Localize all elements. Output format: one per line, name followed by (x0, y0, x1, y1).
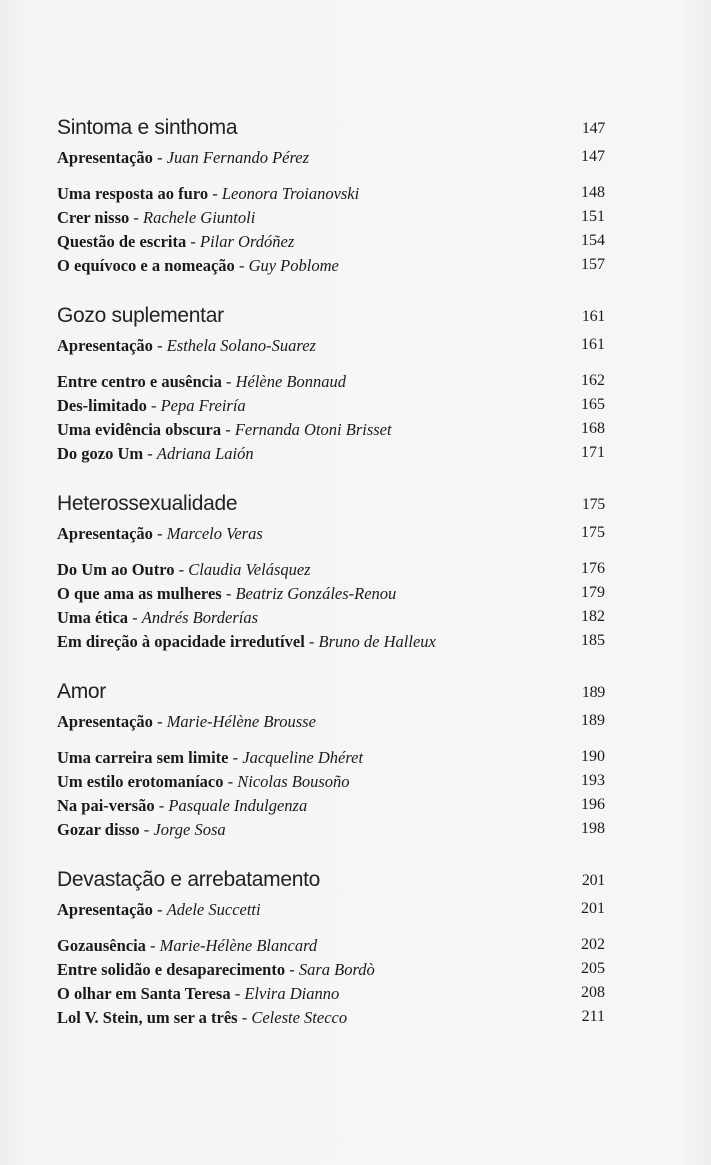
entry-author: Claudia Velásquez (188, 560, 311, 579)
entry-text: Apresentação - Juan Fernando Pérez (57, 148, 310, 167)
section-title: Sintoma e sinthoma (57, 116, 238, 139)
entry-title: Uma evidência obscura (57, 420, 222, 439)
entry-page-number: 182 (581, 608, 605, 625)
entry-title: Apresentação (57, 524, 153, 543)
entry-page-number: 189 (581, 712, 605, 729)
entry-title: Em direção à opacidade irredutível (57, 632, 305, 651)
entry-page-number: 154 (581, 232, 605, 249)
entry-author: Celeste Stecco (251, 1008, 348, 1027)
entry-author: Pasquale Indulgenza (168, 796, 308, 815)
toc-entry (55, 1006, 605, 1030)
entry-author: Leonora Troianovski (221, 184, 360, 203)
entry-title: Apresentação (57, 712, 153, 731)
toc-entry (55, 370, 605, 394)
section-page-number: 147 (581, 120, 605, 137)
section-heading (55, 300, 605, 334)
entry-page-number: 148 (581, 184, 605, 201)
entry-text: Apresentação - Marcelo Veras (57, 524, 263, 543)
entry-author: Marcelo Veras (166, 524, 263, 543)
entry-author: Marie-Hélène Blancard (159, 936, 318, 955)
entry-page-number: 205 (581, 960, 605, 977)
toc-entry (55, 254, 605, 278)
entry-text: Um estilo erotomaníaco - Nicolas Bousoño (57, 772, 350, 791)
entry-page-number: 196 (581, 796, 605, 813)
entry-text: Gozar disso - Jorge Sosa (57, 820, 226, 839)
entry-author: Pepa Freiría (160, 396, 246, 415)
entry-page-number: 161 (581, 336, 605, 353)
toc-entry (55, 982, 605, 1006)
toc-section (55, 864, 605, 1030)
entry-page-number: 147 (581, 148, 605, 165)
entry-text: O olhar em Santa Teresa - Elvira Dianno (57, 984, 340, 1003)
table-of-contents (55, 112, 605, 1052)
entry-author: Jacqueline Dhéret (242, 748, 364, 767)
toc-entry (55, 794, 605, 818)
entry-title: Des-limitado (57, 396, 147, 415)
toc-entry-presentation (55, 522, 605, 546)
entry-page-number: 151 (581, 208, 605, 225)
toc-entry (55, 746, 605, 770)
entry-author: Rachele Giuntoli (143, 208, 256, 227)
toc-entry (55, 770, 605, 794)
entry-page-number: 162 (581, 372, 605, 389)
entry-text: Questão de escrita - Pilar Ordóñez (57, 232, 295, 251)
entry-text: Apresentação - Adele Succetti (57, 900, 261, 919)
entry-title: Gozausência (57, 936, 146, 955)
section-heading (55, 676, 605, 710)
entry-author: Pilar Ordóñez (199, 232, 295, 251)
entry-text: Entre solidão e desaparecimento - Sara Bordò (57, 960, 375, 979)
toc-entry (55, 582, 605, 606)
toc-entry (55, 442, 605, 466)
entry-text: O que ama as mulheres - Beatriz Gonzáles-Renou (57, 584, 397, 603)
entry-page-number: 202 (581, 936, 605, 953)
toc-entry (55, 606, 605, 630)
entry-text: Gozausência - Marie-Hélène Blancard (57, 936, 318, 955)
entry-title: O olhar em Santa Teresa (57, 984, 231, 1003)
entry-text: Des-limitado - Pepa Freiría (57, 396, 246, 415)
entry-author: Beatriz Gonzáles-Renou (235, 584, 397, 603)
entry-author: Sara Bordò (298, 960, 375, 979)
entry-page-number: 171 (581, 444, 605, 461)
toc-entry-presentation (55, 710, 605, 734)
toc-entry (55, 818, 605, 842)
entry-text: Uma evidência obscura - Fernanda Otoni Brisset (57, 420, 392, 439)
entry-page-number: 198 (581, 820, 605, 837)
toc-entry (55, 958, 605, 982)
entry-text: Uma carreira sem limite - Jacqueline Dhéret (57, 748, 364, 767)
entry-title: Entre solidão e desaparecimento (57, 960, 286, 979)
entry-page-number: 176 (581, 560, 605, 577)
entry-author: Adele Succetti (166, 900, 261, 919)
entry-author: Esthela Solano-Suarez (166, 336, 316, 355)
entry-page-number: 193 (581, 772, 605, 789)
toc-section (55, 676, 605, 842)
entry-title: O que ama as mulheres (57, 584, 222, 603)
toc-entry (55, 630, 605, 654)
entry-page-number: 201 (581, 900, 605, 917)
entry-title: Uma resposta ao furo (57, 184, 209, 203)
entry-title: Questão de escrita (57, 232, 187, 251)
entry-text: Entre centro e ausência - Hélène Bonnaud (57, 372, 347, 391)
entry-text: Do gozo Um - Adriana Laión (57, 444, 254, 463)
entry-title: Entre centro e ausência (57, 372, 222, 391)
entry-page-number: 179 (581, 584, 605, 601)
entry-page-number: 175 (581, 524, 605, 541)
toc-entry (55, 230, 605, 254)
entry-author: Fernanda Otoni Brisset (234, 420, 392, 439)
entry-page-number: 157 (581, 256, 605, 273)
section-page-number: 201 (581, 872, 605, 889)
entry-author: Elvira Dianno (244, 984, 340, 1003)
toc-entry (55, 182, 605, 206)
entry-title: O equívoco e a nomeação (57, 256, 235, 275)
entry-text: Uma ética - Andrés Borderías (57, 608, 259, 627)
toc-entry (55, 206, 605, 230)
entry-title: Apresentação (57, 900, 153, 919)
entry-title: Uma ética (57, 608, 129, 627)
entry-title: Apresentação (57, 336, 153, 355)
toc-section (55, 112, 605, 278)
entry-text: Em direção à opacidade irredutível - Bruno de Halleux (57, 632, 436, 651)
toc-entry-presentation (55, 334, 605, 358)
entry-author: Marie-Hélène Brousse (166, 712, 316, 731)
toc-section (55, 300, 605, 466)
section-title: Amor (57, 680, 106, 703)
toc-entry-presentation (55, 146, 605, 170)
entry-title: Na pai-versão (57, 796, 155, 815)
entry-author: Guy Poblome (248, 256, 339, 275)
entry-text: Na pai-versão - Pasquale Indulgenza (57, 796, 308, 815)
toc-entry (55, 418, 605, 442)
entry-text: O equívoco e a nomeação - Guy Poblome (57, 256, 339, 275)
entry-author: Juan Fernando Pérez (166, 148, 310, 167)
entry-text: Do Um ao Outro - Claudia Velásquez (57, 560, 311, 579)
section-title: Heterossexualidade (57, 492, 238, 515)
entry-page-number: 165 (581, 396, 605, 413)
entry-text: Crer nisso - Rachele Giuntoli (57, 208, 256, 227)
entry-page-number: 211 (581, 1008, 605, 1025)
section-page-number: 161 (581, 308, 605, 325)
section-page-number: 189 (581, 684, 605, 701)
entry-page-number: 168 (581, 420, 605, 437)
entry-author: Bruno de Halleux (318, 632, 436, 651)
section-page-number: 175 (581, 496, 605, 513)
entry-title: Do gozo Um (57, 444, 144, 463)
toc-entry (55, 558, 605, 582)
entry-page-number: 208 (581, 984, 605, 1001)
toc-entry (55, 394, 605, 418)
entry-title: Gozar disso (57, 820, 140, 839)
entry-text: Uma resposta ao furo - Leonora Troianovski (57, 184, 360, 203)
entry-author: Adriana Laión (156, 444, 254, 463)
entry-page-number: 190 (581, 748, 605, 765)
section-title: Devastação e arrebatamento (57, 868, 321, 891)
entry-title: Apresentação (57, 148, 153, 167)
entry-title: Uma carreira sem limite (57, 748, 229, 767)
entry-title: Crer nisso (57, 208, 130, 227)
toc-entry-presentation (55, 898, 605, 922)
entry-author: Nicolas Bousoño (237, 772, 350, 791)
section-heading (55, 112, 605, 146)
entry-text: Lol V. Stein, um ser a três - Celeste Stecco (57, 1008, 348, 1027)
section-title: Gozo suplementar (57, 304, 224, 327)
entry-author: Jorge Sosa (153, 820, 226, 839)
entry-author: Andrés Borderías (141, 608, 259, 627)
section-heading (55, 488, 605, 522)
entry-text: Apresentação - Esthela Solano-Suarez (57, 336, 316, 355)
toc-entry (55, 934, 605, 958)
entry-text: Apresentação - Marie-Hélène Brousse (57, 712, 316, 731)
entry-page-number: 185 (581, 632, 605, 649)
entry-title: Do Um ao Outro (57, 560, 175, 579)
entry-title: Lol V. Stein, um ser a três (57, 1008, 238, 1027)
entry-title: Um estilo erotomaníaco (57, 772, 224, 791)
entry-author: Hélène Bonnaud (235, 372, 347, 391)
section-heading (55, 864, 605, 898)
toc-section (55, 488, 605, 654)
